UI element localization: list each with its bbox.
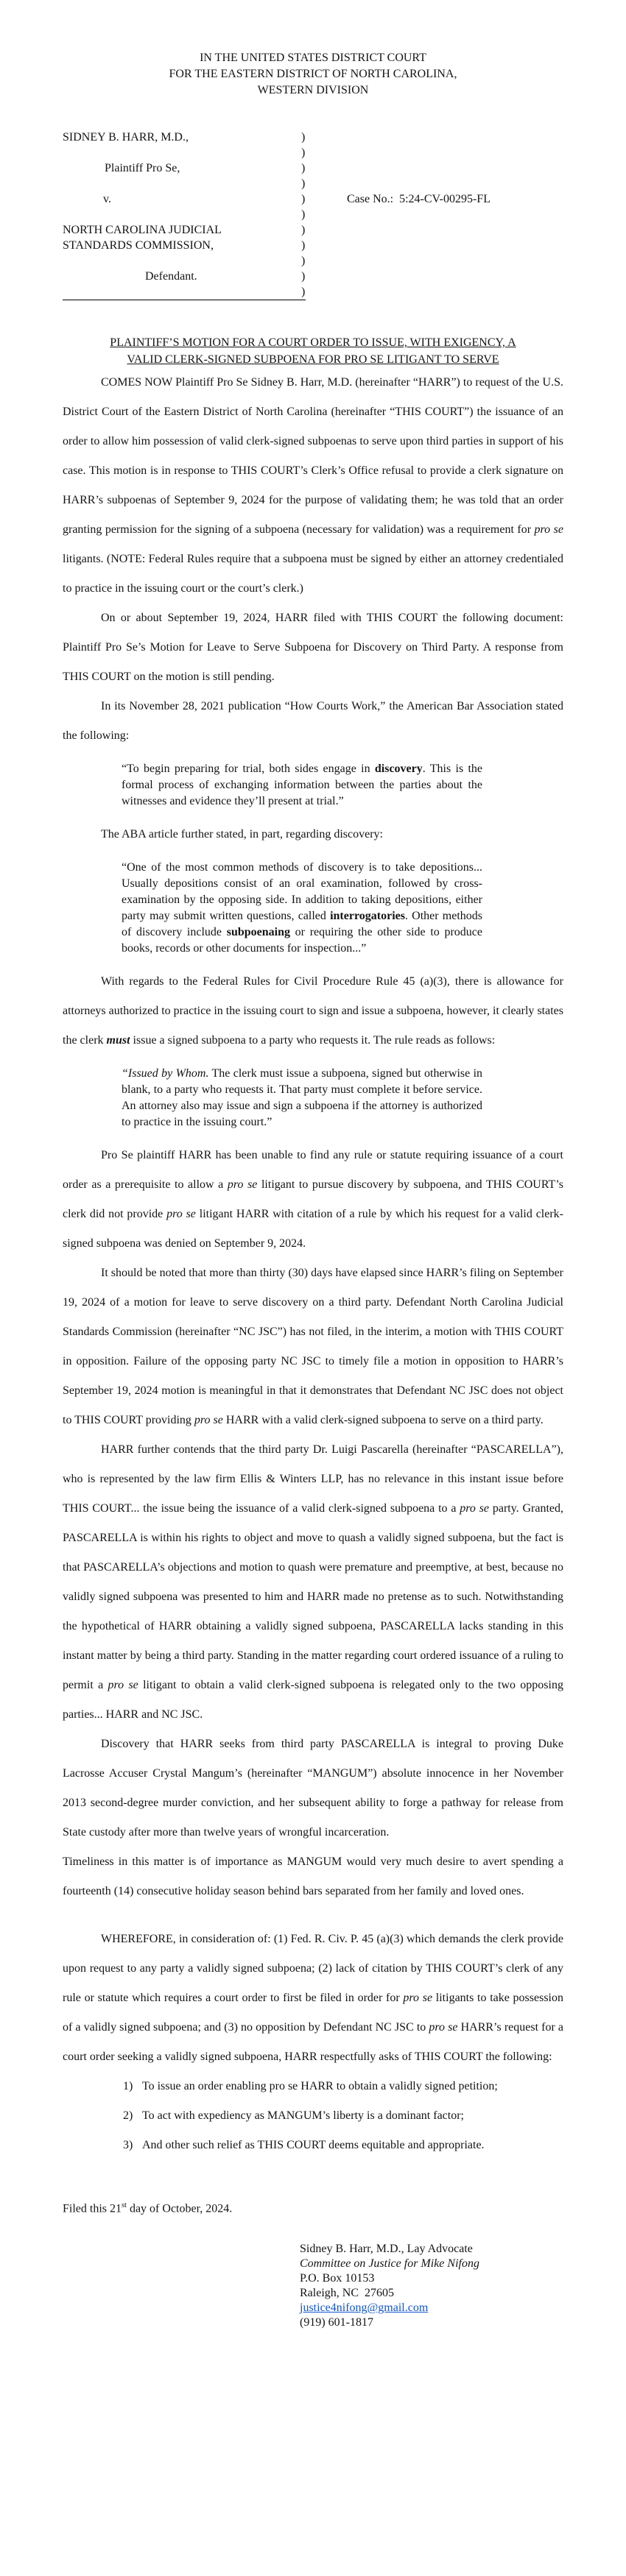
relief-item-text: To issue an order enabling pro se HARR to obtain a validly signed petition; (142, 2080, 498, 2092)
paren-mark: ) (301, 162, 306, 174)
relief-item-2 (63, 2101, 563, 2131)
paragraph-no-rule-found: Pro Se plaintiff HARR has been unable to find any rule or statute requiring issuance of a court order as a prerequisite to allow a pro se litigant to pursue discovery by subpoena, and THIS COURT’s clerk did not provide pro se litigant HARR with citation of a rule by which his request for a valid clerk-signed subpoena was denied on September 9, 2024. (63, 1149, 564, 1250)
paragraph-thirty-days: It should be noted that more than thirty (30) days have elapsed since HARR’s filing on September 19, 2024 of a motion for leave to serve discovery on a third party. Defendant North Carolina Judicial Standards Commission (hereinafter “NC JSC”) has not filed, in the interim, a motion with THIS COURT in opposition. Failure of the opposing party NC JSC to timely file a motion in opposition to HARR’s September 19, 2024 motion is meaningful in that it demonstrates that Defendant NC JSC does not object to THIS COURT providing pro se HARR with a valid clerk-signed subpoena to serve on a third party. (63, 1267, 563, 1426)
signatory-phone: (919) 601-1817 (300, 2316, 373, 2329)
paren-mark: ) (301, 177, 306, 190)
paren-mark: ) (301, 208, 306, 221)
signatory-po-box: P.O. Box 10153 (300, 2272, 375, 2285)
motion-title-line-1: PLAINTIFF’S MOTION FOR A COURT ORDER TO ISSUE, WITH EXIGENCY, A (110, 336, 516, 349)
court-header (63, 50, 563, 99)
case-number: Case No.: 5:24-CV-00295-FL (347, 193, 490, 205)
relief-item-1 (63, 2072, 563, 2101)
relief-item-3 (63, 2131, 563, 2160)
court-header-line-2: FOR THE EASTERN DISTRICT OF NORTH CAROLINA, (169, 68, 457, 80)
paragraph-sept19-filing: On or about September 19, 2024, HARR filed with THIS COURT the following document: Plaintiff Pro Se’s Motion for Leave to Serve Subpoena for Discovery on Third Party. A response from THIS COURT on the motion is still pending. (63, 612, 563, 683)
paragraph-comes-now: COMES NOW Plaintiff Pro Se Sidney B. Harr, M.D. (hereinafter “HARR”) to request of the U.S. District Court of the Eastern District of North Carolina (hereinafter “THIS COURT”) the issuance of an order to allow him possession of valid clerk-signed subpoenas to serve upon third parties in support of his case. This motion is in response to THIS COURT’s Clerk’s Office refusal to provide a clerk signature on HARR’s subpoenas of September 9, 2024 for the purpose of validating them; he was told that an order granting permission for the signing of a subpoena (necessary for validation) was a requirement for pro se litigants. (NOTE: Federal Rules require that a subpoena must be signed by either an attorney credentialed to practice in the issuing court or the court’s clerk.) (63, 376, 564, 595)
filed-date-line: Filed this 21st day of October, 2024. (63, 2201, 233, 2215)
signatory-organization: Committee on Justice for Mike Nifong (300, 2257, 479, 2271)
versus-label: v. (103, 193, 111, 205)
motion-title-line-2: VALID CLERK-SIGNED SUBPOENA FOR PRO SE LITIGANT TO SERVE (127, 353, 499, 366)
paren-mark: ) (301, 239, 306, 252)
signature-block (63, 2242, 563, 2330)
relief-item-number: 3) (123, 2139, 133, 2151)
paren-mark: ) (301, 255, 306, 267)
relief-item-number: 1) (123, 2080, 133, 2092)
paren-mark: ) (301, 193, 306, 205)
plaintiff-role: Plaintiff Pro Se, (105, 162, 180, 174)
plaintiff-name: SIDNEY B. HARR, M.D., (63, 131, 189, 144)
relief-item-number: 2) (123, 2109, 133, 2122)
paragraph-timeliness: Timeliness in this matter is of importance as MANGUM would very much desire to avert spending a fourteenth (14) consecutive holiday season behind bars separated from her family and loved ones. (63, 1855, 563, 1897)
defendant-role: Defendant. (145, 270, 197, 283)
paren-mark: ) (301, 270, 306, 283)
paragraph-aba-further: The ABA article further stated, in part, regarding discovery: (101, 828, 383, 841)
quote-rule-45-text: “Issued by Whom. The clerk must issue a subpoena, signed but otherwise in blank, to a party who requests it. That party must complete it before service. An attorney also may issue and sign a subpoena if the attorney is authorized to practice in the issuing court.” (122, 1067, 483, 1128)
paragraph-mangum-discovery: Discovery that HARR seeks from third party PASCARELLA is integral to proving Duke Lacrosse Accuser Crystal Mangum’s (hereinafter “MANGUM”) absolute innocence in her November 2013 second-degree murder conviction, and her subsequent ability to forge a pathway for release from State custody after more than twelve years of wrongful incarceration. (63, 1738, 563, 1839)
paragraph-wherefore: WHEREFORE, in consideration of: (1) Fed. R. Civ. P. 45 (a)(3) which demands the clerk provide upon request to any party a validly signed subpoena; (2) lack of citation by THIS COURT’s clerk of any rule or statute which requires a court order to first be filed in order for pro se litigants to take possession of a validly signed subpoena; and (3) no opposition by Defendant NC JSC to pro se HARR’s request for a court order seeking a validly signed subpoena, HARR respectfully asks of THIS COURT the following: (63, 1933, 564, 2063)
paren-mark: ) (301, 131, 306, 144)
defendant-name-line-1: NORTH CAROLINA JUDICIAL (63, 224, 222, 236)
caption-spacer (63, 176, 301, 191)
paren-mark: ) (301, 286, 306, 298)
caption-spacer (63, 145, 301, 160)
paren-mark: ) (301, 146, 306, 159)
caption-paren-column (301, 130, 310, 300)
court-header-line-3: WESTERN DIVISION (257, 84, 369, 96)
relief-item-text: To act with expediency as MANGUM’s liberty is a dominant factor; (142, 2109, 464, 2122)
signatory-city: Raleigh, NC 27605 (300, 2287, 394, 2300)
relief-item-text: And other such relief as THIS COURT deems equitable and appropriate. (142, 2139, 485, 2151)
motion-title (63, 334, 563, 368)
email-link[interactable]: justice4nifong@gmail.com (300, 2301, 429, 2315)
case-caption (63, 130, 563, 300)
signatory-name: Sidney B. Harr, M.D., Lay Advocate (300, 2243, 473, 2256)
quote-aba-discovery: “To begin preparing for trial, both sides engage in discovery. This is the formal process of exchanging information between the parties about the witnesses and evidence they’ll present at trial.” (122, 762, 483, 807)
paragraph-pascarella: HARR further contends that the third party Dr. Luigi Pascarella (hereinafter “PASCARELLA”), who is represented by the law firm Ellis & Winters LLP, has no relevance in this instant issue before THIS COURT... the issue being the issuance of a valid clerk-signed subpoena to a pro se party. Granted, PASCARELLA is within his rights to object and move to quash a validly signed subpoena, but the fact is that PASCARELLA’s objections and motion to quash were premature and preemptive, at best, because no validly signed subpoena was presented to him and HARR made no pretense as to such. Notwithstanding the hypothetical of HARR obtaining a validly signed subpoena, PASCARELLA lacks standing in this instant matter by being a third party. Standing in the matter regarding court ordered issuance of a ruling to permit a pro se litigant to obtain a valid clerk-signed subpoena is relegated only to the two opposing parties... HARR and NC JSC. (63, 1443, 564, 1721)
caption-spacer (63, 284, 301, 300)
paragraph-rule-45: With regards to the Federal Rules for Civil Procedure Rule 45 (a)(3), there is allowance for attorneys authorized to practice in the issuing court to sign and issue a subpoena, however, it clearly states the clerk must issue a signed subpoena to a party who requests it. The rule reads as follows: (63, 975, 563, 1047)
caption-spacer (63, 253, 301, 269)
caption-spacer (63, 207, 301, 222)
caption-case-column (310, 130, 563, 300)
paren-mark: ) (301, 224, 306, 236)
court-header-line-1: IN THE UNITED STATES DISTRICT COURT (200, 52, 426, 64)
relief-requests-list (63, 2072, 563, 2160)
caption-parties-column (63, 130, 301, 300)
quote-aba-depositions: “One of the most common methods of discovery is to take depositions... Usually depositions consist of an oral examination, followed by cross-examination by the opposing side. In addition to taking depositions, either party may submit written questions, called interrogatories. Other methods of discovery include subpoenaing or requiring the other side to produce books, records or other documents for inspection...” (122, 861, 482, 955)
defendant-name-line-2: STANDARDS COMMISSION, (63, 239, 214, 252)
paragraph-aba-intro: In its November 28, 2021 publication “How Courts Work,” the American Bar Association stated the following: (63, 700, 563, 742)
